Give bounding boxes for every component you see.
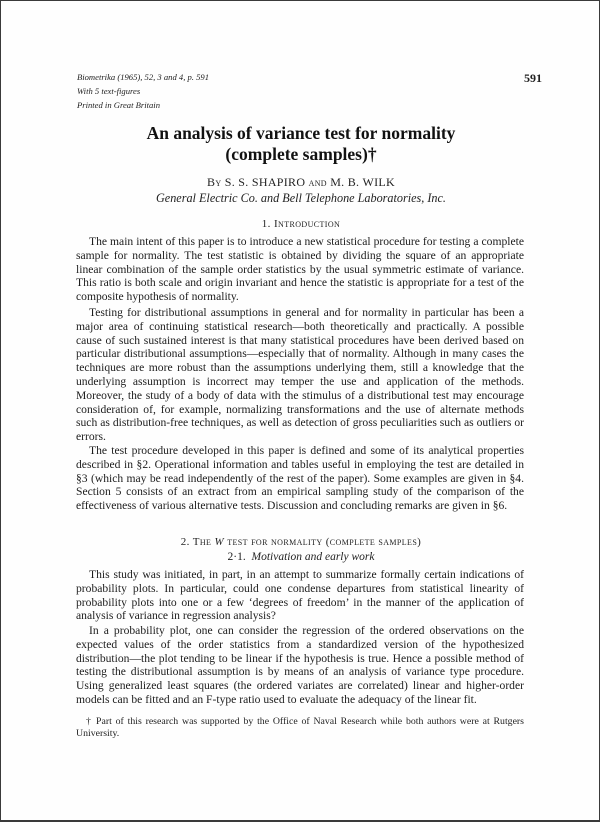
author-1: S. S. SHAPIRO [224, 175, 306, 189]
paragraph: In a probability plot, one can consider the regression of the ordered observations on the expected values of the order statistics from a standardized version of the hypothesized distribution—the plot tending to be linear if the hypothesis is true. Hence a possible method of testing the distributional assumption is by means of an analysis of variance type procedure. Using generalized least squares (the ordered variates are correlated) linear and higher-order models can be fitted and an F-type ratio used to evaluate the adequacy of the linear fit. [76, 624, 524, 706]
section-heading-introduction: 1. Introduction [261, 218, 341, 230]
affiliation: General Electric Co. and Bell Telephone Laboratories, Inc. [156, 191, 446, 205]
journal-citation: Biometrika (1965), 52, 3 and 4, p. 591 [77, 72, 209, 82]
subsection-heading [61, 551, 541, 563]
heading-w: W [214, 536, 225, 548]
heading-suffix: test for normality (complete samples) [224, 536, 422, 548]
title-line-1: An analysis of variance test for normality [146, 123, 456, 143]
subsection-title: Motivation and early work [251, 551, 375, 563]
heading-prefix: 2. The [180, 536, 215, 548]
authors [61, 175, 541, 190]
paragraph: This study was initiated, in part, in an attempt to summarize formally certain indications of probability plots. In particular, could one condense departures from statistical linearity of probability plots into one or a few ‘degrees of freedom’ in the manner of the application of analysis of variance in regression analysis? [76, 568, 524, 623]
page-number: 591 [524, 71, 542, 85]
paragraph: The test procedure developed in this paper is defined and some of its analytical properties described in §2. Operational information and tables useful in employing the test are detailed in §3 (which may be read independently of the rest of the paper). Some examples are given in §4. Section 5 consists of an extract from an empirical sampling study of the comparison of the effectiveness of various alternative tests. Discussion and concluding remarks are given in §6. [76, 444, 524, 513]
footnote: † Part of this research was supported by the Office of Naval Research while both authors were at Rutgers University. [76, 716, 524, 740]
author-2: M. B. WILK [330, 175, 395, 189]
paper-title [61, 123, 541, 165]
title-line-2: (complete samples)† [225, 144, 377, 164]
figures-note: With 5 text-figures [77, 86, 141, 96]
journal-header [77, 70, 209, 112]
paragraph: Testing for distributional assumptions in general and for normality in particular has been a major area of continuing statistical research—both theoretically and practically. A possible cause of such sustained interest is that many statistical procedures have been derived based on particular distributional assumptions—especially that of normality. Although in many cases the techniques are more robust than the assumptions underlying them, still a knowledge that the underlying assumption is incorrect may temper the use and application of the methods. Moreover, the study of a body of data with the stimulus of a distributional test may encourage consideration of, for example, normalizing transformations and the use of alternate methods such as distribution-free techniques, as well as detection of gross peculiarities such as outliers or errors. [76, 306, 524, 444]
section-heading-w-test [61, 536, 541, 548]
by-label: By [207, 175, 222, 189]
printed-note: Printed in Great Britain [77, 100, 160, 110]
and-label: and [308, 175, 327, 189]
subsection-number: 2·1. [227, 551, 246, 563]
paragraph: The main intent of this paper is to introduce a new statistical procedure for testing a complete sample for normality. The test statistic is obtained by dividing the square of an appropriate linear combination of the sample order statistics by the usual symmetric estimate of variance. This ratio is both scale and origin invariant and hence the statistic is appropriate for a test of the composite hypothesis of normality. [76, 235, 524, 304]
